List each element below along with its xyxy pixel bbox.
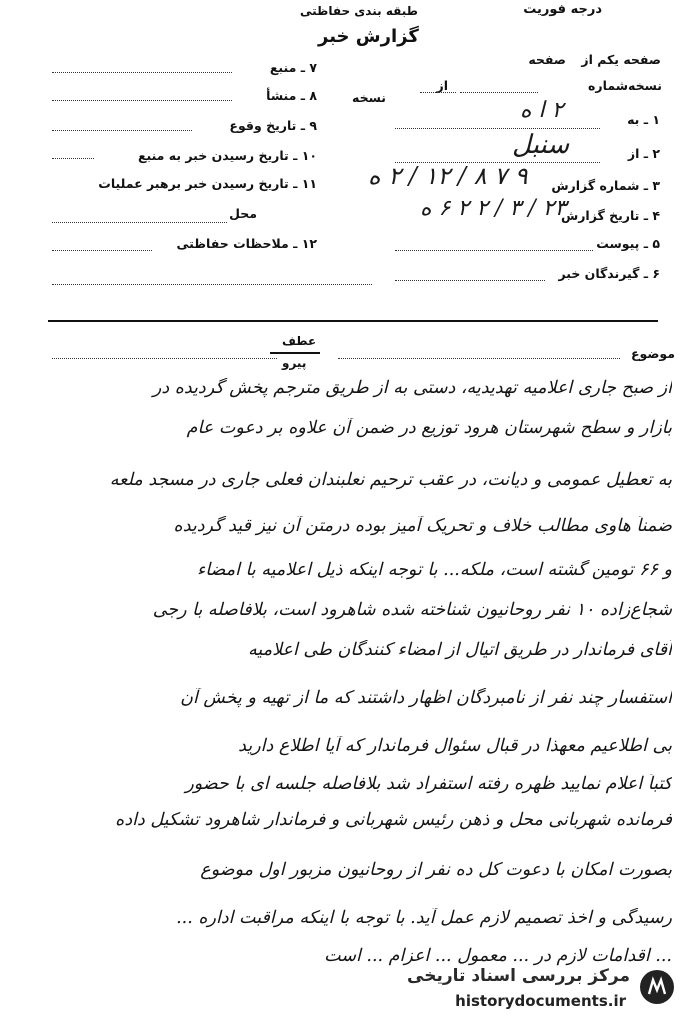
watermark-logo — [638, 968, 676, 1006]
page-title: گزارش خبر — [318, 26, 419, 47]
body-line: از صبح جاری اعلامیه تهدیدیه، دستی به از طریق مترجم پخش گردیده در — [152, 378, 672, 398]
from-label: ۲ ـ از — [627, 146, 660, 161]
subject-line — [338, 358, 620, 359]
ref-divider — [270, 352, 320, 354]
classification-label: طبقه بندی حفاظتی — [300, 4, 418, 18]
watermark-text: مرکز بررسی اسناد تاریخی — [407, 966, 630, 986]
recipients-line — [395, 280, 545, 281]
to-line — [395, 128, 600, 129]
body-line: ... اقدامات لازم در ... معمول ... اعزام ... است — [324, 946, 672, 966]
copy-number-line — [460, 92, 538, 93]
body-line: و ۶۶ تومین گشته است، ملکه... با توجه اینکه ذیل اعلامیه با امضاء — [196, 560, 672, 580]
body-line: استفسار چند نفر از نامبردگان اظهار داشتند که ما از تهیه و پخش آن — [180, 688, 672, 708]
copy-suffix: نسخه — [351, 90, 386, 105]
attachment-label: ۵ ـ پیوست — [596, 236, 660, 251]
recipients-label: ۶ ـ گیرندگان خبر — [558, 266, 660, 281]
report-date-label: ۴ ـ تاریخ گزارش — [560, 208, 660, 223]
subject-label: موضوع — [630, 346, 675, 361]
copy-of: از — [436, 78, 448, 93]
place-label: محل — [229, 206, 257, 221]
body-line: بازار و سطح شهرستان هرود توزیع در ضمن آن علاوه بر دعوت عام — [186, 418, 672, 438]
from-value: سنبل — [512, 130, 570, 160]
notes-line — [52, 250, 152, 251]
notes-label: ۱۲ ـ ملاحظات حفاظتی — [176, 236, 317, 251]
watermark-url: historydocuments.ir — [455, 992, 626, 1010]
origin-label: ۸ ـ منشأ — [266, 88, 317, 103]
event-date-line — [52, 130, 192, 131]
received-source-label: ۱۰ ـ تاریخ رسیدن خبر به منبع — [137, 148, 317, 163]
copy-total-line — [420, 92, 456, 93]
event-date-label: ۹ ـ تاریخ وقوع — [229, 118, 317, 133]
report-date-value: ۲۳ / ۳ / ۲ ۲ ۶ ه — [420, 196, 567, 221]
body-line: فرمانده شهربانی محل و ذهن رئیس شهربانی و فرماندار شاهرود تشکیل داده — [115, 810, 672, 830]
body-line: شجاع‌زاده ۱۰ نفر روحانیون شناخته شده شاهرود است، بلافاصله با رجی — [152, 600, 672, 620]
report-number-value: ۹ ۷ ۸ / ۱۲ / ۲ ه — [368, 162, 528, 190]
subject-line-left — [52, 358, 277, 359]
body-line: رسیدگی و اخذ تصمیم لازم عمل آید. با توجه با اینکه مراقبت اداره ... — [176, 908, 672, 928]
source-line — [52, 72, 232, 73]
body-line: آقای فرماندار در طریق اتیال از امضاء کنندگان طی اعلامیه — [248, 640, 672, 660]
to-label: ۱ ـ به — [627, 112, 660, 127]
body-line: بی اطلاعیم معهذا در قبال سئوال فرماندار که آیا اطلاع دارید — [238, 736, 672, 756]
body-line: بصورت امکان با دعوت کل ده نفر از روحانیون مزبور اول موضوع — [200, 860, 672, 880]
page-suffix: صفحه — [528, 52, 566, 67]
attachment-line — [395, 250, 593, 251]
follow-label: پیرو — [282, 356, 307, 370]
place-line — [52, 222, 227, 223]
received-source-line — [52, 158, 94, 159]
archive-seal-icon — [638, 968, 676, 1006]
section-divider — [48, 320, 658, 322]
source-label: ۷ ـ منبع — [269, 60, 317, 75]
report-number-label: ۳ ـ شماره گزارش — [551, 178, 660, 193]
body-line: ضمناً هاوی مطالب خلاف و تحریک آمیز بوده درمتن آن نیز قید گردیده — [173, 516, 672, 536]
to-value: ۲ ا ه — [520, 98, 564, 123]
body-line: کتباً اعلام نمایید ظهره رفته استفراد شد بلافاصله جلسه ای با حضور — [185, 774, 672, 794]
body-line: به تعطیل عمومی و دیانت، در عقب ترحیم نعلبندان فعلی جاری در مسجد ملعه — [109, 470, 672, 490]
ref-label: عطف — [282, 334, 317, 348]
notes-line-2 — [52, 284, 372, 285]
origin-line — [52, 100, 232, 101]
page-label: صفحه یکم از — [581, 52, 661, 67]
urgency-label: درجه فوریت — [523, 2, 602, 17]
copy-label: نسخه‌شماره — [588, 78, 662, 93]
received-ops-label: ۱۱ ـ تاریخ رسیدن خبر برهبر عملیات — [98, 176, 317, 191]
